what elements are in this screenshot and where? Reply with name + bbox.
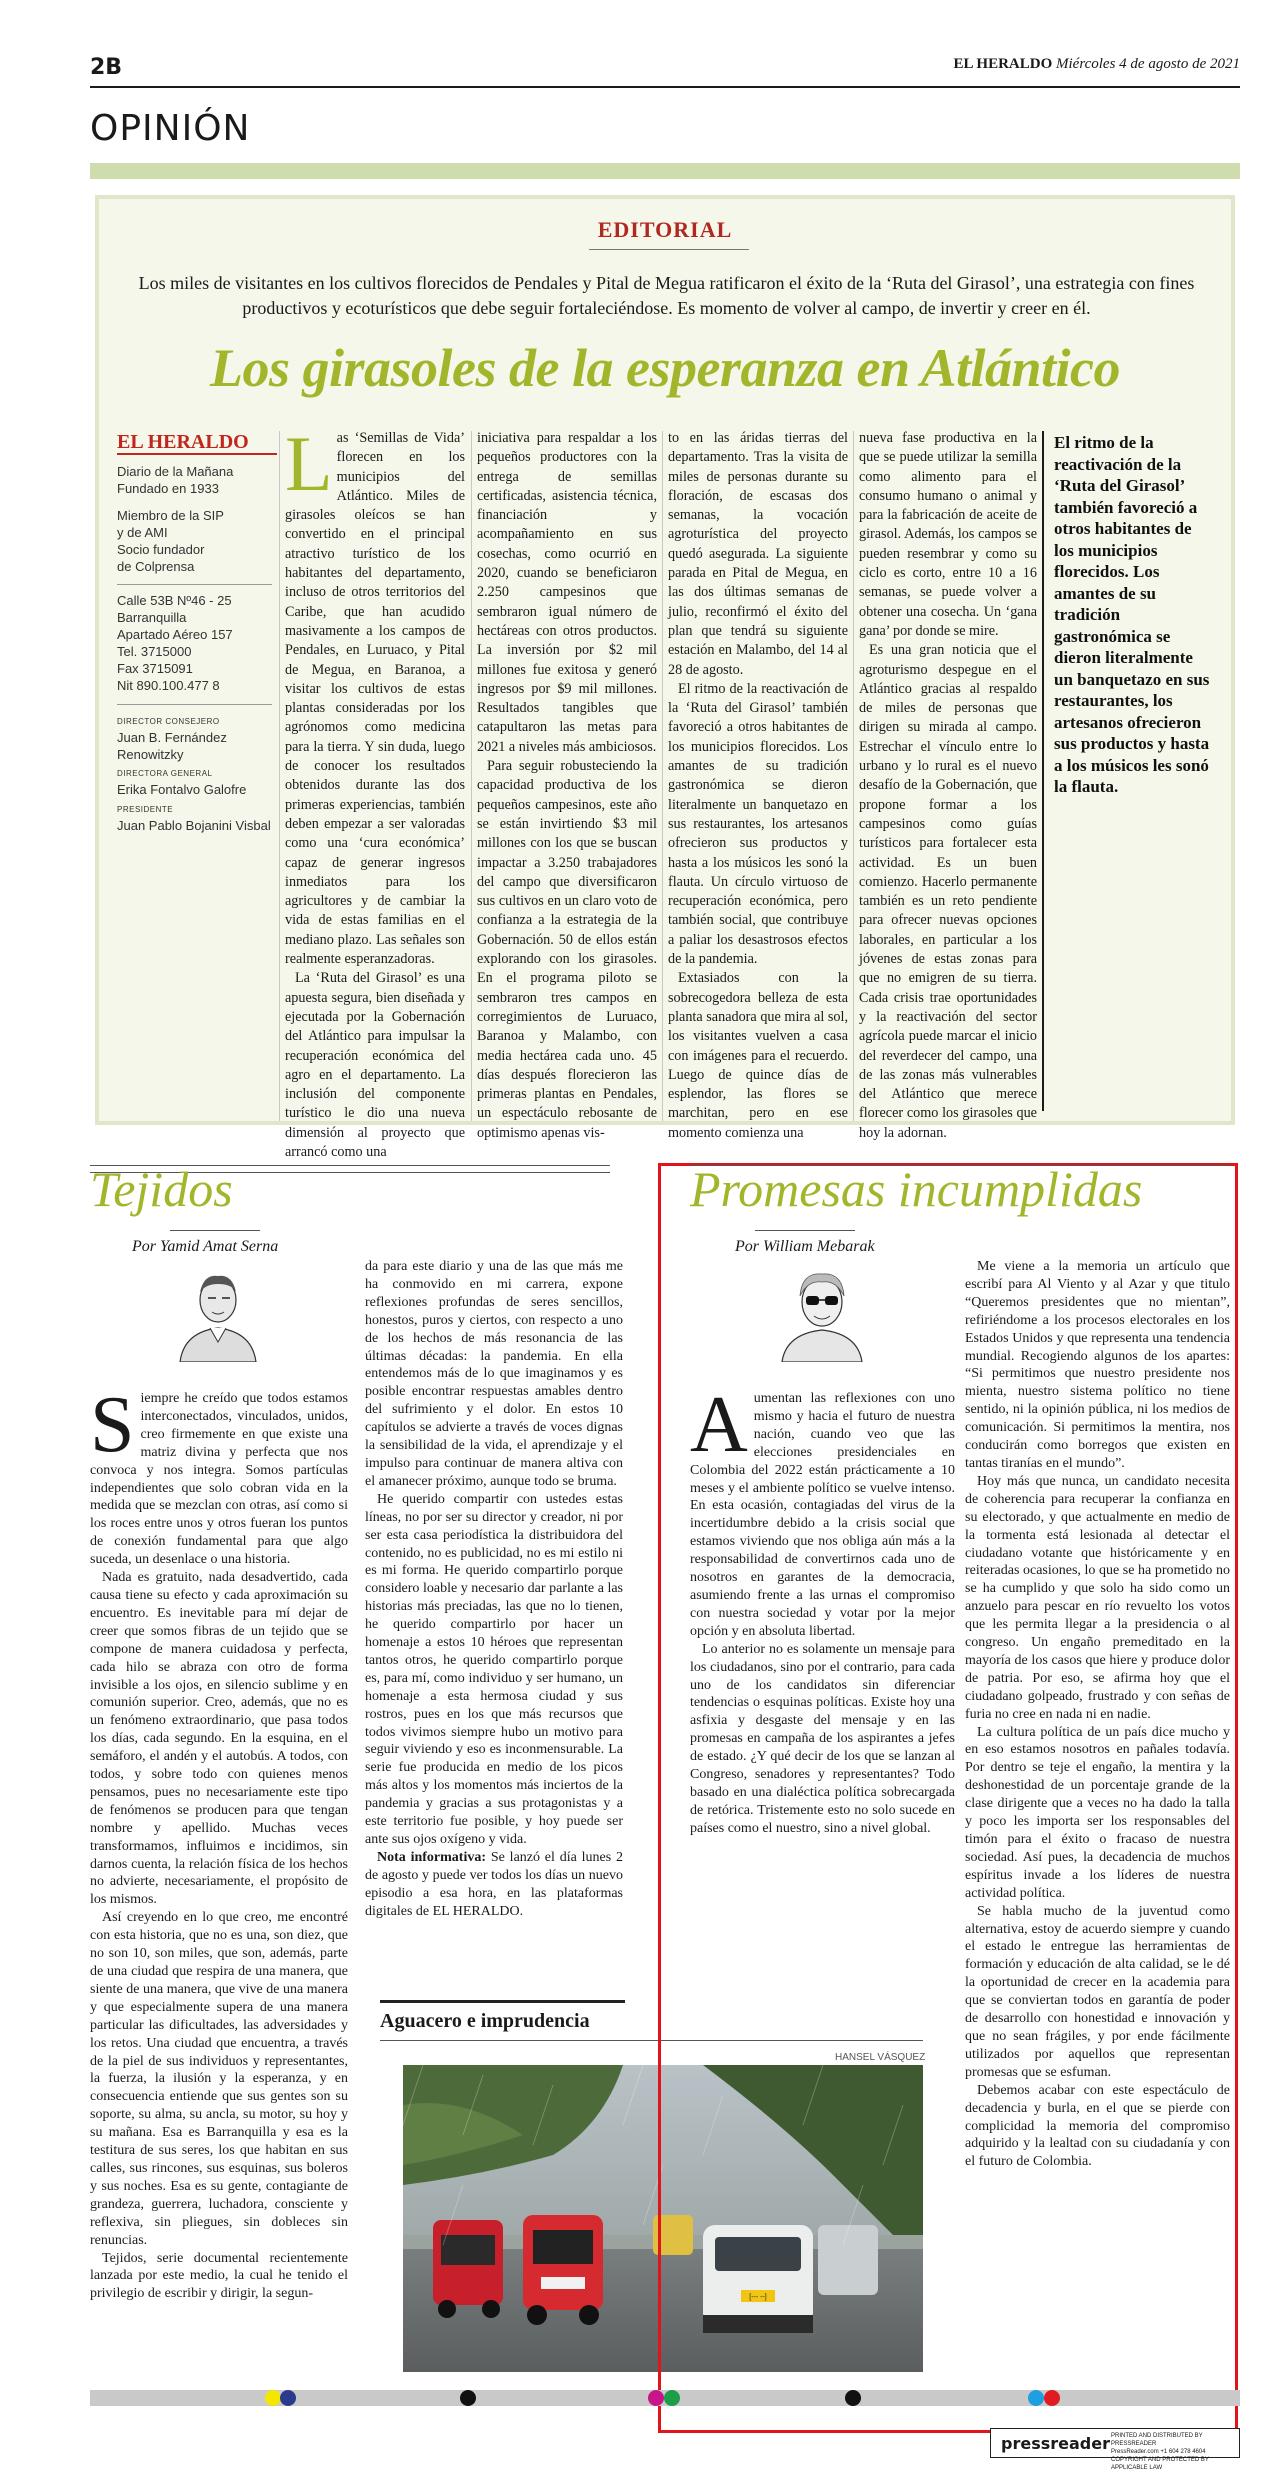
byline-rule [755,1230,855,1231]
registration-dot [648,2390,664,2406]
registration-dot [280,2390,296,2406]
logo-underline [117,453,277,455]
article-paragraph: Nada es gratuito, nada desadvertido, cada causa tiene su efecto y cada aproximación su encuentro. Es inevitable para mí dejar de creer que somos fibras de un tejido que se compone de manera cuidadosa y perfecta, cada hilo se abraza con otro de forma invisible a los ojos, en silencio sublime y en comunión superior. Creo, además, que no es un fenómeno extraordinario, que pasa todos los días, cada segundo. En la esquina, en el semáforo, el andén y el autobús. A todos, con todos, y sobre todo con quienes menos pensamos, pues no necesariamente este tipo de fenómenos se producen para que tengan nombre y apellido. Muchas veces transformamos, influimos e incidimos, sin darnos cuenta, la relación física de los hechos no advierte, necesariamente, el propósito de los mismos. [90,1570,348,1908]
masthead-line: Barranquilla [117,610,187,625]
masthead-rule [117,704,272,705]
editorial-column-4 [859,429,1037,1143]
article-paragraph: Tejidos, serie documental recientemente lanzada por este medio, la cual he tenido el privilegio de escribir y dirigir, la segun- [90,2250,348,2302]
photo-credit: HANSEL VÁSQUEZ [835,2052,926,2063]
column-rule [853,431,854,1121]
editorial-text: nueva fase productiva en la que se puede utilizar la semilla como alimento para el consumo humano o animal y para la fabricación de aceite de girasol. Además, los campos se pueden resembrar y como su ciclo es corto, entre 10 a 16 semanas, se puede volver a obtener una cosecha. Un ‘gana gana’ por donde se mire. [859,430,1037,639]
general-director-name: Erika Fontalvo Galofre [117,782,247,797]
masthead-line: Fundado en 1933 [117,481,219,496]
promesas-column-2 [965,1258,1230,2171]
masthead-line: Miembro de la SIP [117,508,224,523]
editorial-text: as ‘Semillas de Vida’ florecen en los municipios del Atlántico. Miles de girasoles oleícos se han convertido en el principal atractivo turístico de los habitantes del departamento, incluso de otros territorios del Caribe, que han acudido masivamente a los campos de Pendales, en Luruaco, y Pital de Megua, en Baranoa, a visitar los cultivos de estas plantas consideradas por los agrónomos como medicina para la tierra. Y sin duda, luego de conocer los resultados obtenidos durante las dos primeras experiencias, también deben empezar a ser valoradas como una ‘cura económica’ capaz de generar ingresos inmediatos para los agricultores y de cambiar la vida de estas familias en el mediano plazo. Las señales son realmente esperanzadoras. [285,430,465,968]
article-paragraph: Debemos acabar con este espectáculo de decadencia y burla, en el que se pierde con complicidad la memoria del compromiso adquirido y la lealtad con su ciudadanía y con el futuro de Colombia. [965,2082,1230,2170]
mototaxi [433,2220,503,2318]
editorial-text: to en las áridas tierras del departamento. Tras la visita de miles de personas durante su floración, de escasas dos semanas, la vocación agroturística del proyecto quedó asegurada. La siguiente parada en Pital de Megua, en las dos últimas semanas de julio, reconfirmó el éxito del plan que tendrá su siguiente estación en Malambo, del 14 al 28 de agosto. [668,430,848,678]
promesas-title: Promesas incumplidas [690,1161,1143,1217]
editorial-text: Es una gran noticia que el agroturismo despegue en el Atlántico gracias al respaldo de miles de personas que dirigen su mirada al campo. Estrechar el vínculo entre lo urbano y lo rural es el nuevo desafío de la Gobernación, que propone formar a los campesinos como guías turísticos para fortalecer esta actividad. Es un buen comienzo. Hacerlo permanente también es un reto pendiente para ofrecer nuevas opciones laborales, en particular a los jóvenes de estas zonas para que no emigren de su tierra. Cada crisis trae oportunidades y la reactivación del sector agrícola puede marcar el inicio del reverdecer del campo, una de las zonas más vulnerables del Atlántico que merece florecer como los girasoles que hoy la adornan. [859,642,1037,1141]
editorial-column-3 [668,429,848,1143]
general-director-label: DIRECTORA GENERAL [117,769,213,778]
article-paragraph: Se habla mucho de la juventud como alternativa, estoy de acuerdo siempre y cuando el estado le entregue las herramientas de formación y educación de alta calidad, se le dé la oportunidad de crecer en la academia para que se conviertan todos en garantía de poder de desarrollo con honestidad e innovación y que no sean frágiles, y por ende fácilmente utilizados por aquellos que representan promesas que se esfuman. [965,1903,1230,2080]
el-heraldo-logo: EL HERALDO [117,431,249,453]
info-note-text: Se lanzó el día lunes 2 de agosto y puede ver todos los días un nuevo episodio a esa hora, en las plataformas digitales de EL HERALDO. [365,1849,624,1919]
header-rule [90,86,1240,88]
registration-dot [1028,2390,1044,2406]
director-name: Juan B. Fernández Renowitzky [117,730,227,762]
president-label: PRESIDENTE [117,805,174,814]
section-band [90,163,1240,179]
pressreader-badge[interactable] [990,2428,1240,2471]
article-paragraph: Lo anterior no es solamente un mensaje para los ciudadanos, sino por el contrario, para cada uno de los candidatos sin diferenciar tendencias o esquinas políticas. Existe hoy una asfixia y desgaste del mensaje y en las promesas en campaña de los aspirantes a jefes de estado. ¿Y qué decir de los que se lanzan al Congreso, senadores y representantes? Todo basado en una dialéctica política sobrecargada de retórica. Tristemente esto no solo sucede en países como el nuestro, sino a nivel global. [690,1641,955,1836]
page-number: 2B [90,55,123,80]
column-rule [279,431,280,1121]
registration-dot [1044,2390,1060,2406]
newspaper-name: EL HERALDO [953,56,1053,72]
masthead-line: Nit 890.100.477 8 [117,678,220,693]
article-paragraph: Hoy más que nunca, un candidato necesita de coherencia para recuperar la confianza en su electorado, y que actualmente en medio de la tormenta está lesionada al detectar el ciudadano votante que históricamente y en reiteradas ocasiones, lo que se ha prometido no se ha cumplido y que solo ha sido como un anzuelo para pescar en río revuelto los votos que les permita llegar a la presidencia o al congreso. Un engaño premeditado en la mayoría de los casos que hiere y produce dolor de patria. Por eso, se afirma hoy que el ciudadano golpeado, frustrado y con señas de furia no cree en nada ni en nadie. [965,1473,1230,1722]
masthead-rule [117,584,272,585]
masthead-line: Calle 53B Nº46 - 25 [117,593,232,608]
editorial-text: La ‘Ruta del Girasol’ es una apuesta segura, bien diseñada y ejecutada por la Gobernación del Atlántico para impulsar la recuperación económica del agro en el departamento. La inclusión del componente turístico le dio una nueva dimensión al proyecto que arrancó como una [285,970,465,1160]
masthead-date [953,56,1240,73]
editorial-label-rule [589,249,749,250]
registration-dot [664,2390,680,2406]
director-label: DIRECTOR CONSEJERO [117,717,220,726]
tejidos-column-2 [365,1258,623,1921]
editorial-text: iniciativa para respaldar a los pequeños productores con la entrega de semillas certificadas, asistencia técnica, financiación y acompañamiento en sus cosechas, como ocurrió en 2020, cuando se beneficiaron 2.250 campesinos que sembraron igual número de hectáreas con otros productos. La inversión por $2 mil millones fue exitosa y generó ingresos por $9 mil millones. Resultados tangibles que catapultaron las metas para 2021 a niveles más ambiciosos. [477,430,657,755]
editorial-text: El ritmo de la reactivación de la ‘Ruta del Girasol’ también favoreció a otros habitantes de los municipios florecidos. Los amantes de su tradición gastronómica se dieron literalmente un banquetazo en sus restaurantes, los artesanos ofrecieron sus productos y hasta a los músicos les sonó la flauta. Un círculo virtuoso de recuperación económica, pero también social, que contribuye a paliar los desastrosos efectos de la pandemia. [668,680,848,968]
promesas-column-1 [690,1381,955,1838]
column-rule [662,431,663,1121]
editorial-headline: Los girasoles de la esperanza en Atlántico [209,338,1121,398]
registration-dot [265,2390,281,2406]
license-plate: [--- --] [749,2294,767,2301]
article-paragraph: He querido compartir con ustedes estas líneas, no por ser su director y creador, ni por ser esta casa periodística la distribuidora del contenido, no es publicidad, no es mi estilo ni es mi forma. He querido compartirlo porque considero loable y necesario dar parlante a las historias más preciadas, las que no lo tienen, he querido compartirlo por hacer un homenaje a estos 10 héroes que representan tantos otros, he querido compartirlo porque es, para mí, como individuo y ser humano, un homenaje a esta hermosa ciudad y sus rostros, pues en los que más recursos que todos vivimos siempre hubo un motivo para seguir viviendo y eso es inconmensurable. La serie fue producida en medio de los picos más altos y los momentos más inciertos de la pandemia y gracias a sus protagonistas y a este territorio fue posible, y hoy puede ser ante sus ojos oxígeno y vida. [365,1491,623,1847]
masthead-line: Fax 3715091 [117,661,193,676]
editorial-text: Extasiados con la sobrecogedora belleza de esta planta sanadora que mira al sol, los visitantes vuelven a casa con imágenes para el recuerdo. Luego de quince días de esplendor, las flores se marchitan, pero en ese momento comienza una [668,970,848,1141]
masthead-line: de Colprensa [117,559,195,574]
editorial-dropcap: L [285,420,333,507]
article-paragraph: da para este diario y una de las que más me ha conmovido en mi carrera, expone reflexiones profundas de seres sencillos, honestos, puros y ciertos, con respecto a uno de los hechos de más resonancia de las últimas décadas: la pandemia. En ella entendemos más de lo que imaginamos y es posible encontrar respuestas amables dentro del sufrimiento y el dolor. En estos 10 capítulos se advierte a través de voces dignas la sensibilidad de la vida, el aprendizaje y el impulso para continuar de manera altiva con el amanecer próximo, aunque todo se bruma. [365,1259,623,1489]
editorial-text: Para seguir robusteciendo la capacidad productiva de los pequeños campesinos, este año se están invirtiendo $3 mil millones con los que se buscan impactar a 3.250 trabajadores del campo que diversificaron sus cultivos en un claro voto de confianza a la estrategia de la Gobernación. 50 de ellos están explorando con los girasoles. En el programa piloto se sembraron tres campos en corregimientos de Luruaco, Baranoa y Malambo, con media hectárea cada uno. 45 días después florecieron las primeras plantas en Pendales, un espectáculo rebosante de optimismo apenas vis- [477,758,657,1141]
masthead-line: Socio fundador [117,542,205,557]
editorial-label: EDITORIAL [597,217,733,242]
article-paragraph: La cultura política de un país dice mucho y en eso estamos nosotros en pañales todavía. Por dentro se teje el engaño, la mentira y la deshonestidad de un porcentaje grande de la clase dirigente que a veces no ha dado la talla y poco les importa ser los responsables del timón para el éxito o fracaso de nuestra sociedad. Así pues, la decadencia de muchos espíritus invade a los líderes de nuestra actividad política. [965,1724,1230,1901]
byline-rule [170,1230,260,1231]
article-text: iempre he creído que todos estamos interconectados, vinculados, unidos, creo firmemente en que existe una matriz divina y perfecta que nos convoca y nos integra. Somos partículas independientes que solo cobran vida en la medida que se mezclan con otras, así como si los roces entre unos y otros fueran los puntos de conexión fundamental para que algo suceda, un desenlace o una historia. [90,1391,348,1568]
pressreader-logo: pressreader [1001,2434,1110,2453]
fineprint-line: COPYRIGHT AND PROTECTED BY APPLICABLE LAW [1111,2457,1209,2471]
article-paragraph: Así creyendo en lo que creo, me encontré con esta historia, que no es una, son diez, que no son 10, son miles, que son, además, parte de una ciudad que respira de una manera, que siente de una manera, que vive de una manera y que especialmente supera de una manera particular las dificultades, las adversidades y los retos. Una ciudad que encuentra, a través de la piel de sus individuos y representantes, la fuerza, la ilusión y la esperanza, y en consecuencia entiende que sus gentes son su soporte, su alma, su ancla, su motor, su hoy y su mañana. Esa es Barranquilla y esa es la testitura de sus seres, los que habitan en sus calles, sus rincones, sus esquinas, sus boleros y sus noches. Esa es su gente, contagiante de grandeza, guerrera, luchadora, consciente y reflexiva, sin pliegues, sin dobleces sin renuncias. [90,1910,348,2248]
info-note [365,1849,623,1921]
pullquote: El ritmo de la reactivación de la ‘Ruta del Girasol’ también favoreció a otros habitantes de los municipios florecidos. Los amantes de su tradición gastronómica se dieron literalmente un banquetazo en sus restaurantes, los artesanos ofrecieron sus productos y hasta a los músicos les sonó la flauta. [1054,433,1210,796]
tejidos-byline: Por Yamid Amat Serna [132,1238,279,1255]
pullquote-rule [1042,431,1044,1111]
mototaxi [523,2215,603,2325]
tejidos-dropcap: S [90,1381,135,1469]
article-paragraph: Me viene a la memoria un artículo que escribí para Al Viento y al Azar y que titulo “Queremos presidentes que no mientan”, refiriéndome a los procesos electorales en los Estados Unidos y que representa una tendencia mundial. Recogiendo algunos de los apartes: “Si permitimos que nuestro presidente nos mienta, nuestro sistema político no tiene sentido, ni la opinión pública, ni los medios de comunicación. Si permitimos la mentira, nos conducirán como borregos que existen en tantas tiranías en el mundo”. [965,1259,1230,1471]
pressreader-fineprint [1111,2432,1236,2472]
masthead-founded [117,463,277,497]
editorial-deck: Los miles de visitantes en los cultivos florecidos de Pendales y Pital de Megua ratificaron el éxito de la ‘Ruta del Girasol’, una estrategia con fines productivos y ecoturísticos que debe seguir fortaleciéndose. Es momento de volver al campo, de invertir y creer en él. [138,273,1195,318]
editorial-column-2 [477,429,657,1143]
tejidos-title: Tejidos [90,1161,233,1217]
fineprint-line: PressReader.com +1 604 278 4604 [1111,2449,1206,2455]
author-portrait [168,1262,268,1362]
masthead-line: Tel. 3715000 [117,644,192,659]
registration-dot [845,2390,861,2406]
promesas-dropcap: A [690,1381,748,1469]
publication-date: Miércoles 4 de agosto de 2021 [1056,56,1240,72]
president-name: Juan Pablo Bojanini Visbal [117,818,271,833]
masthead-line: y de AMI [117,525,168,540]
editorial-box [95,195,1235,1160]
masthead-line: Diario de la Mañana [117,464,234,479]
promesas-byline: Por William Mebarak [735,1238,875,1255]
registration-dot [460,2390,476,2406]
photo-top-rule [380,2000,625,2003]
masthead-address [117,592,277,694]
article-text: umentan las reflexiones con uno mismo y hacia el futuro de nuestra nación, cuando veo que las elecciones presidenciales en Colombia del 2022 están prácticamente a 10 meses y el ambiente político se vuelve intenso. En esta ocasión, contagiadas del virus de la incertidumbre debido a la crisis social que estamos viviendo que nos obliga aún más a la responsabilidad de convertirnos cada uno de nosotros en garantes de la democracia, asumiendo frente a las urnas el compromiso con nuestra sociedad y votar por la mejor opción y en absoluta libertad. [690,1391,955,1639]
masthead-line: Apartado Aéreo 157 [117,627,233,642]
author-portrait [772,1262,872,1362]
column-rule [471,431,472,1121]
info-note-label: Nota informativa: [377,1849,487,1865]
editorial-column-1 [285,420,465,1162]
section-title: OPINIÓN [90,108,251,149]
masthead-membership [117,507,277,575]
fineprint-line: PRINTED AND DISTRIBUTED BY PRESSREADER [1111,2433,1203,2447]
photo-caption: Aguacero e imprudencia [380,2010,590,2032]
tejidos-column-1 [90,1381,348,2303]
